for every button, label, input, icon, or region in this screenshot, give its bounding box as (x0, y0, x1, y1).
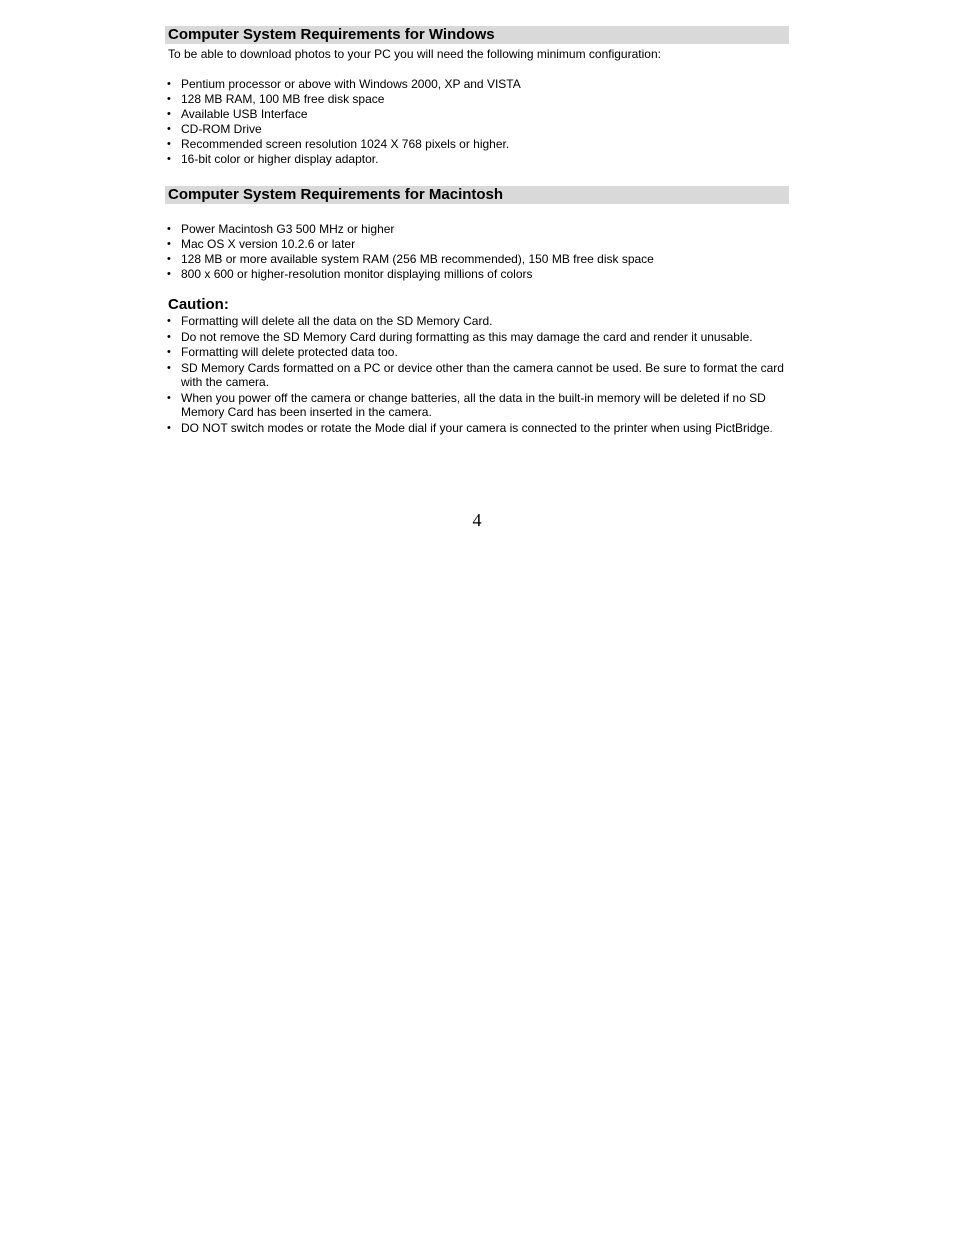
list-item-text: SD Memory Cards formatted on a PC or device other than the camera cannot be used. Be sure to format the card with the camera. (181, 360, 784, 389)
bullet-icon: • (167, 123, 171, 135)
bullet-icon: • (167, 138, 171, 150)
bullet-icon: • (167, 315, 171, 327)
list-item (167, 252, 654, 267)
list-item (167, 107, 521, 122)
list-item (167, 345, 789, 360)
list-item-text: Recommended screen resolution 1024 X 768 pixels or higher. (181, 137, 510, 151)
list-item (167, 330, 789, 345)
windows-requirements-list (167, 77, 521, 167)
list-item-text: 800 x 600 or higher-resolution monitor displaying millions of colors (181, 267, 533, 281)
list-item (167, 361, 789, 390)
list-item-text: When you power off the camera or change batteries, all the data in the built-in memory will be deleted if no SD Memory Card has been inserted in the camera. (181, 390, 766, 419)
list-item-text: 128 MB or more available system RAM (256 MB recommended), 150 MB free disk space (181, 252, 654, 266)
list-item (167, 421, 789, 438)
bullet-icon: • (167, 391, 171, 404)
list-item-text: CD-ROM Drive (181, 122, 262, 136)
page-number: 4 (472, 510, 482, 530)
list-item-text: Pentium processor or above with Windows 2000, XP and VISTA (181, 77, 521, 91)
list-item-text: Formatting will delete all the data on the SD Memory Card. (181, 314, 493, 328)
bullet-icon: • (167, 330, 171, 343)
bullet-icon: • (167, 268, 171, 280)
bullet-icon: • (167, 238, 171, 250)
list-item-period: . (769, 423, 773, 435)
list-item (167, 77, 521, 92)
macintosh-requirements-list (167, 222, 654, 282)
list-item (167, 92, 521, 107)
list-item (167, 137, 521, 152)
bullet-icon: • (167, 361, 171, 374)
list-item (167, 152, 521, 167)
bullet-icon: • (167, 93, 171, 105)
list-item (167, 267, 654, 282)
bullet-icon: • (167, 153, 171, 165)
caution-heading: Caution: (168, 296, 229, 313)
windows-requirements-heading: Computer System Requirements for Windows (165, 26, 789, 44)
windows-intro-text: To be able to download photos to your PC you will need the following minimum configuration: (168, 47, 661, 61)
list-item (167, 314, 789, 329)
bullet-icon: • (167, 223, 171, 235)
list-item-text: Do not remove the SD Memory Card during formatting as this may damage the card and render it unusable. (181, 329, 753, 344)
list-item-text: Formatting will delete protected data too. (181, 345, 398, 359)
bullet-icon: • (167, 78, 171, 90)
list-item (167, 122, 521, 137)
macintosh-requirements-heading: Computer System Requirements for Macintosh (165, 186, 789, 204)
bullet-icon: • (167, 421, 171, 434)
list-item (167, 222, 654, 237)
caution-list (167, 314, 789, 438)
list-item-text: 128 MB RAM, 100 MB free disk space (181, 92, 385, 106)
list-item-text: 16-bit color or higher display adaptor. (181, 152, 379, 166)
list-item (167, 391, 789, 420)
bullet-icon: • (167, 346, 171, 358)
list-item-text: Mac OS X version 10.2.6 or later (181, 237, 356, 251)
list-item (167, 237, 654, 252)
list-item-text: DO NOT switch modes or rotate the Mode dial if your camera is connected to the printer when using PictBridge (181, 420, 770, 435)
bullet-icon: • (167, 253, 171, 265)
bullet-icon: • (167, 108, 171, 120)
list-item-text: Available USB Interface (181, 107, 308, 121)
list-item-text: Power Macintosh G3 500 MHz or higher (181, 222, 395, 236)
